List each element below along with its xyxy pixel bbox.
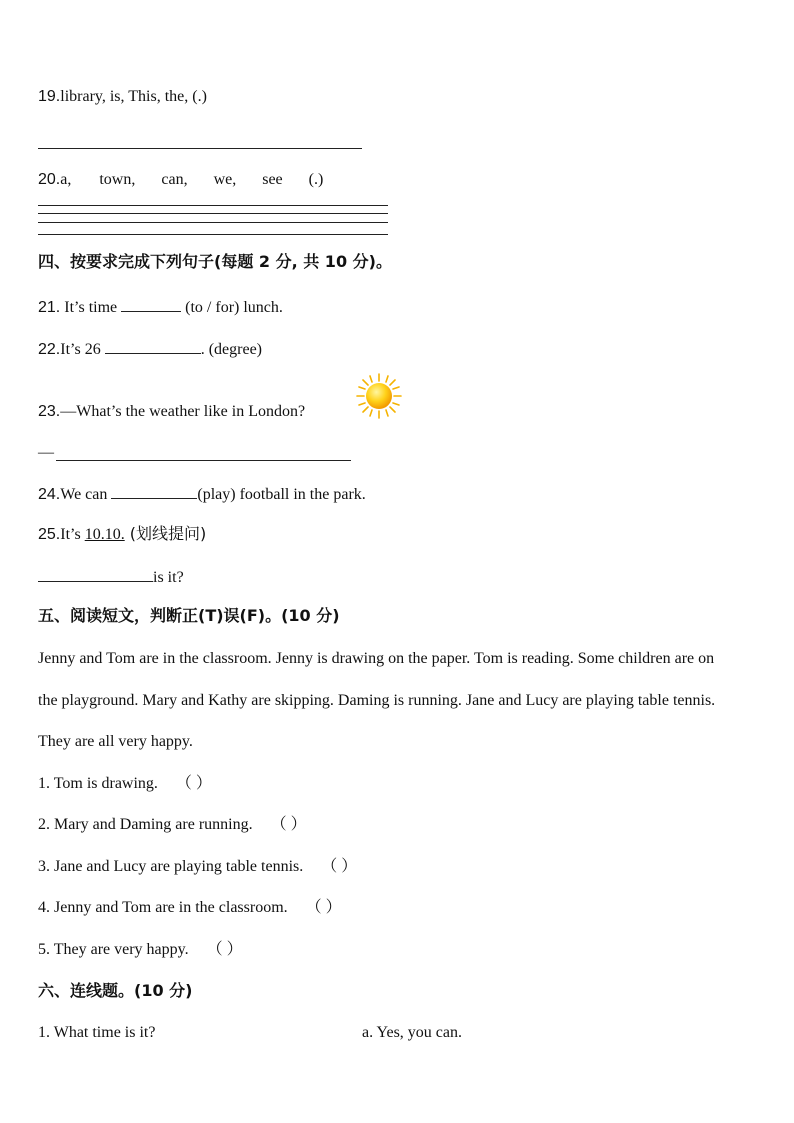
question-text: It’s time [60, 299, 122, 316]
word: (.) [308, 171, 324, 188]
question-number: 22. [38, 341, 61, 358]
question-text: . (degree) [200, 341, 262, 358]
word: town, [99, 171, 136, 188]
judgement-text: 2. Mary and Daming are running. [38, 816, 257, 833]
answer-line [38, 205, 388, 206]
question-22 [38, 339, 262, 358]
answer-line [38, 148, 362, 149]
question-number: 21. [38, 299, 61, 316]
answer-blank[interactable] [38, 567, 153, 582]
answer-blank[interactable] [105, 339, 201, 354]
question-number: 19. [38, 88, 61, 105]
word: see [262, 171, 283, 188]
question-number: 23. [38, 403, 61, 420]
question-25 [38, 526, 206, 543]
judgement-item [38, 942, 243, 958]
question-number: 20. [38, 171, 61, 188]
question-24 [38, 484, 366, 503]
answer-paren[interactable]: （ ） [305, 899, 342, 916]
answer-paren[interactable]: （ ） [206, 941, 243, 958]
question-text: (play) football in the park. [197, 486, 366, 503]
answer-line[interactable] [56, 460, 351, 461]
judgement-item [38, 817, 307, 833]
word: a, [60, 171, 72, 188]
underlined-text: 10.10. [84, 526, 125, 543]
match-left-item[interactable]: 1. What time is it? [38, 1024, 156, 1041]
question-text: (划线提问) [124, 524, 207, 543]
judgement-item [38, 859, 357, 875]
question-text: It’s [60, 526, 85, 543]
word: we, [213, 171, 237, 188]
judgement-text: 1. Tom is drawing. [38, 775, 162, 792]
judgement-item [38, 776, 212, 792]
reading-passage: Jenny and Tom are in the classroom. Jenny is drawing on the paper. Tom is reading. Some children are on the playground. Mary and Kathy are skipping. Daming is running. Jane and Lucy are playing table tennis. They are all very happy. [38, 650, 716, 750]
section-title: 五、阅读短文，判断正(T)误(F)。(10 分) [38, 606, 340, 625]
answer-paren[interactable]: （ ） [175, 775, 212, 792]
question-number: 24. [38, 486, 61, 503]
question-text: It’s 26 [60, 341, 105, 358]
question-23 [38, 404, 305, 420]
judgement-text: 3. Jane and Lucy are playing table tennis. [38, 858, 308, 875]
question-text: library, is, This, the, (.) [60, 88, 207, 105]
judgement-item [38, 900, 342, 916]
section-title: 四、按要求完成下列句子(每题 2 分, 共 10 分)。 [38, 252, 392, 271]
answer-23 [38, 445, 54, 461]
match-right-item[interactable]: a. Yes, you can. [362, 1024, 462, 1041]
answer-paren[interactable]: （ ） [270, 816, 307, 833]
answer-blank[interactable] [111, 484, 197, 499]
answer-line [38, 234, 388, 235]
question-text: —What’s the weather like in London? [60, 403, 306, 420]
judgement-text: 5. They are very happy. [38, 941, 193, 958]
word: can, [161, 171, 188, 188]
answer-blank[interactable] [121, 297, 181, 312]
answer-line [38, 213, 388, 214]
question-text: We can [60, 486, 112, 503]
dash: — [38, 444, 54, 461]
question-text: (to / for) lunch. [181, 299, 283, 316]
section-title: 六、连线题。(10 分) [38, 981, 193, 1000]
judgement-text: 4. Jenny and Tom are in the classroom. [38, 899, 292, 916]
answer-paren[interactable]: （ ） [321, 858, 358, 875]
question-number: 25. [38, 526, 61, 543]
question-20 [38, 172, 323, 188]
answer-line [38, 222, 388, 223]
sun-icon [356, 373, 402, 419]
answer-25 [38, 567, 184, 586]
question-21 [38, 297, 283, 316]
question-19 [38, 89, 207, 105]
question-text: is it? [153, 569, 184, 586]
